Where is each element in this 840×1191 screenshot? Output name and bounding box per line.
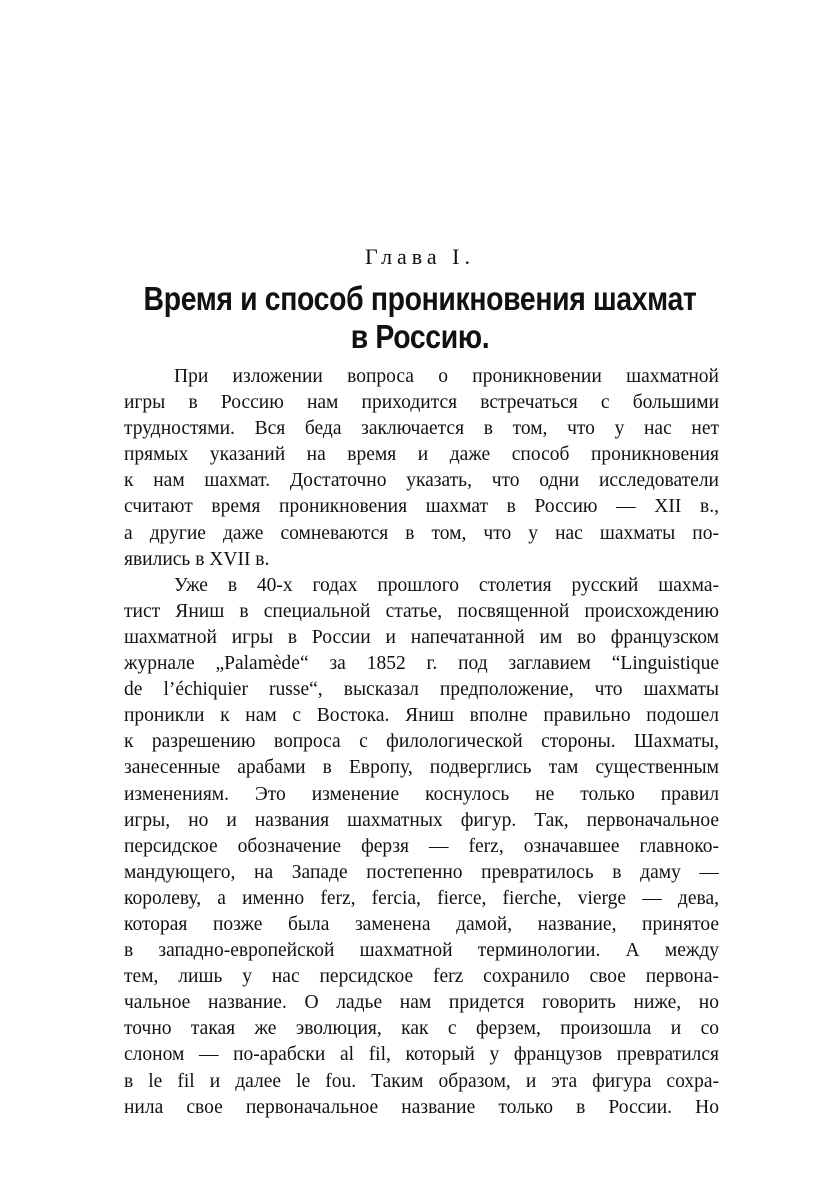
- text-line: тист Яниш в специальной статье, посвященной происхождению: [124, 600, 719, 622]
- text-line: шахматной игры в России и напечатанной им во французском: [124, 626, 719, 648]
- text-line: персидское обозначение ферзя — ferz, означавшее главноко-: [124, 835, 719, 857]
- text-line: трудностями. Вся беда заключается в том, что у нас нет: [124, 418, 719, 440]
- text-line: игры в Россию нам приходится встречаться с большими: [124, 392, 719, 414]
- text-line: изменениям. Это изменение коснулось не только правил: [124, 783, 719, 805]
- chapter-label: Глава I.: [365, 244, 475, 269]
- text-line: чальное название. О ладье нам придется говорить ниже, но: [124, 992, 719, 1014]
- text-line: точно такая же эволюция, как с ферзем, произошла и со: [124, 1018, 719, 1040]
- text-line: тем, лишь у нас персидское ferz сохранило свое первона-: [124, 966, 719, 988]
- chapter-title-line: Время и способ проникновения шахмат: [143, 280, 697, 317]
- body-text: [124, 364, 719, 1121]
- text-line: журнале „Palamède“ за 1852 г. под заглавием “Linguistique: [124, 653, 719, 675]
- text-line: которая позже была заменена дамой, название, принятое: [124, 913, 719, 935]
- text-line: игры, но и названия шахматных фигур. Так, первоначальное: [124, 809, 719, 831]
- text-line: слоном — по-арабски al fil, который у французов превратился: [124, 1044, 719, 1066]
- text-line: занесенные арабами в Европу, подверглись там существенным: [124, 757, 719, 779]
- text-line: проникли к нам с Востока. Яниш вполне правильно подошел: [124, 705, 719, 727]
- text-line: прямых указаний на время и даже способ проникновения: [124, 444, 719, 466]
- text-line: При изложении вопроса о проникновении шахматной: [174, 366, 719, 387]
- text-line: а другие даже сомневаются в том, что у нас шахматы по-: [124, 522, 719, 544]
- chapter-title-line: в Россию.: [350, 318, 490, 355]
- text-line: мандующего, на Западе постепенно превратилось в даму —: [124, 861, 719, 883]
- text-line: к нам шахмат. Достаточно указать, что одни исследователи: [124, 470, 719, 492]
- text-line: Уже в 40-х годах прошлого столетия русский шахма-: [174, 574, 719, 596]
- text-line: считают время проникновения шахмат в Россию — XII в.,: [124, 496, 719, 518]
- text-line: в западно-европейской шахматной терминологии. А между: [124, 940, 719, 962]
- chapter-title: [136, 280, 704, 356]
- paragraph: [124, 573, 719, 1121]
- text-line: явились в XVII в.: [124, 548, 270, 570]
- paragraph: [124, 364, 719, 573]
- text-line: нила свое первоначальное название только в России. Но: [124, 1096, 719, 1118]
- text-line: de l’échiquier russe“, высказал предположение, что шахматы: [124, 679, 719, 701]
- text-line: королеву, а именно ferz, fercia, fierce, fierche, vierge — дева,: [124, 887, 719, 909]
- text-line: в le fil и далее le fou. Таким образом, и эта фигура сохра-: [124, 1070, 719, 1092]
- text-line: к разрешению вопроса с филологической стороны. Шахматы,: [124, 731, 719, 753]
